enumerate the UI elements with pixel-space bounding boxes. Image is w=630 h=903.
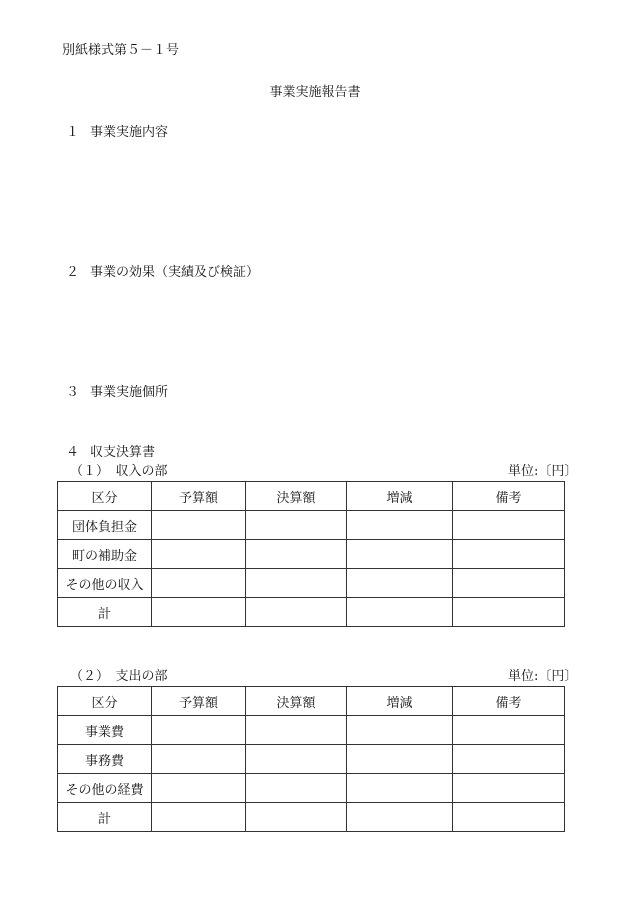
remarks-cell[interactable] <box>453 511 565 540</box>
column-header-difference: 増減 <box>347 482 453 511</box>
budget-cell[interactable] <box>152 569 246 598</box>
row-label: その他の経費 <box>58 774 152 803</box>
section-label: 事業の効果（実績及び検証） <box>90 265 260 280</box>
column-header-settlement: 決算額 <box>246 687 347 716</box>
settlement-cell[interactable] <box>246 745 347 774</box>
table-row <box>58 511 565 540</box>
difference-cell[interactable] <box>347 540 453 569</box>
settlement-cell[interactable] <box>246 540 347 569</box>
form-number: 別紙様式第５－１号 <box>62 43 180 58</box>
row-label: 計 <box>58 803 152 832</box>
section-heading-3 <box>66 386 168 399</box>
income-table <box>57 481 565 627</box>
expense-subtitle: （２） 支出の部 <box>70 669 168 684</box>
section-label: 事業実施個所 <box>90 385 169 400</box>
table-row <box>58 774 565 803</box>
column-header-budget: 予算額 <box>152 482 246 511</box>
table-row <box>58 540 565 569</box>
remarks-cell[interactable] <box>453 540 565 569</box>
budget-cell[interactable] <box>152 540 246 569</box>
table-total-row <box>58 803 565 832</box>
column-header-remarks: 備考 <box>453 687 565 716</box>
section-number: １ <box>66 125 80 140</box>
row-label: 団体負担金 <box>58 511 152 540</box>
section-label: 事業実施内容 <box>90 125 169 140</box>
section-heading-4 <box>66 446 155 459</box>
budget-cell[interactable] <box>152 745 246 774</box>
settlement-cell[interactable] <box>246 569 347 598</box>
remarks-cell[interactable] <box>453 598 565 627</box>
settlement-cell[interactable] <box>246 716 347 745</box>
remarks-cell[interactable] <box>453 745 565 774</box>
section-label: 収支決算書 <box>90 445 156 460</box>
difference-cell[interactable] <box>347 774 453 803</box>
remarks-cell[interactable] <box>453 716 565 745</box>
difference-cell[interactable] <box>347 745 453 774</box>
remarks-cell[interactable] <box>453 774 565 803</box>
difference-cell[interactable] <box>347 598 453 627</box>
income-unit-label: 単位:〔円〕 <box>508 464 578 479</box>
settlement-cell[interactable] <box>246 803 347 832</box>
column-header-category: 区分 <box>58 687 152 716</box>
expense-unit-label: 単位:〔円〕 <box>508 669 578 684</box>
section-number: ３ <box>66 385 80 400</box>
remarks-cell[interactable] <box>453 803 565 832</box>
budget-cell[interactable] <box>152 774 246 803</box>
budget-cell[interactable] <box>152 598 246 627</box>
table-row <box>58 716 565 745</box>
row-label: 計 <box>58 598 152 627</box>
row-label: 事業費 <box>58 716 152 745</box>
column-header-difference: 増減 <box>347 687 453 716</box>
expense-table <box>57 686 565 832</box>
difference-cell[interactable] <box>347 569 453 598</box>
settlement-cell[interactable] <box>246 598 347 627</box>
remarks-cell[interactable] <box>453 569 565 598</box>
difference-cell[interactable] <box>347 803 453 832</box>
section-number: ４ <box>66 445 80 460</box>
budget-cell[interactable] <box>152 716 246 745</box>
row-label: 町の補助金 <box>58 540 152 569</box>
table-total-row <box>58 598 565 627</box>
section-heading-1 <box>66 126 168 139</box>
column-header-settlement: 決算額 <box>246 482 347 511</box>
column-header-remarks: 備考 <box>453 482 565 511</box>
column-header-budget: 予算額 <box>152 687 246 716</box>
income-subtitle: （１） 収入の部 <box>70 464 168 479</box>
budget-cell[interactable] <box>152 803 246 832</box>
table-row <box>58 569 565 598</box>
settlement-cell[interactable] <box>246 511 347 540</box>
difference-cell[interactable] <box>347 716 453 745</box>
row-label: 事務費 <box>58 745 152 774</box>
budget-cell[interactable] <box>152 511 246 540</box>
difference-cell[interactable] <box>347 511 453 540</box>
row-label: その他の収入 <box>58 569 152 598</box>
section-heading-2 <box>66 266 259 279</box>
settlement-cell[interactable] <box>246 774 347 803</box>
column-header-category: 区分 <box>58 482 152 511</box>
table-header-row <box>58 687 565 716</box>
table-header-row <box>58 482 565 511</box>
document-title: 事業実施報告書 <box>269 85 361 100</box>
section-number: ２ <box>66 265 80 280</box>
table-row <box>58 745 565 774</box>
